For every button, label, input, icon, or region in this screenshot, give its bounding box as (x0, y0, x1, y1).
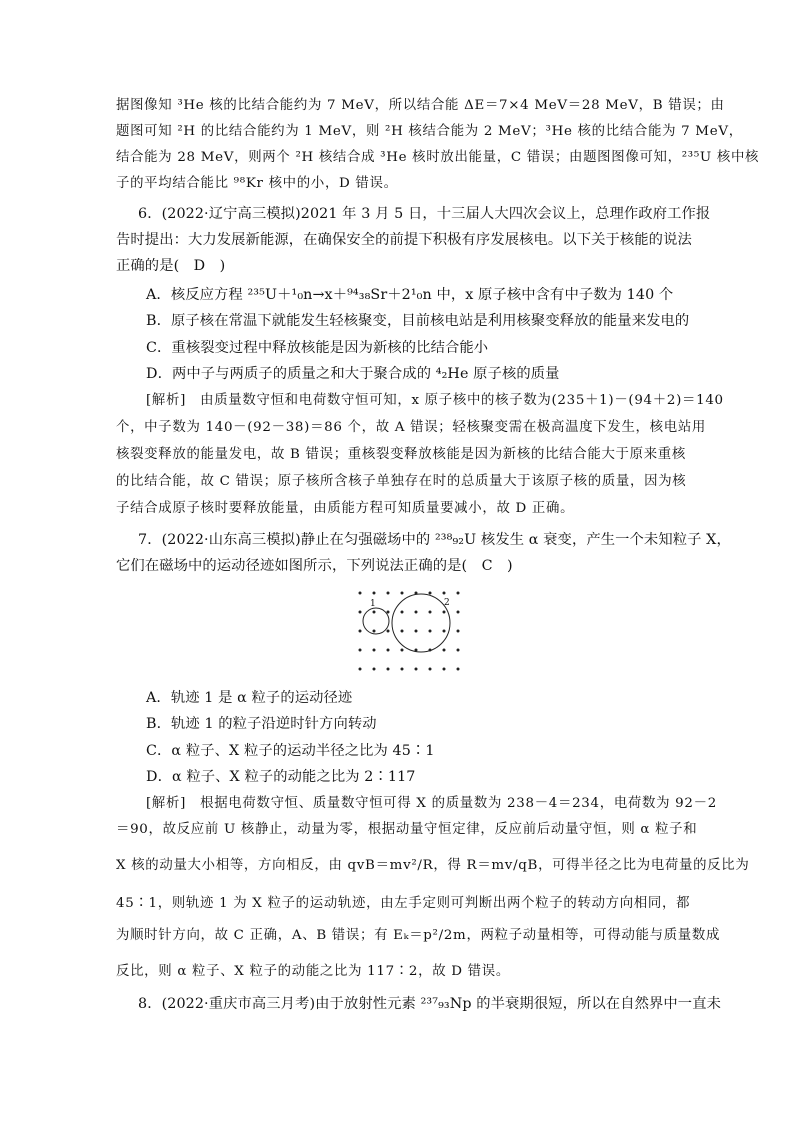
question-6-stem: 6．(2022·辽宁高三模拟)2021 年 3 月 5 日，十三届人大四次会议上，总理作政府工作报 (138, 206, 711, 222)
question-7-analysis: X 核的动量大小相等，方向相反，由 qvB＝mv²/R，得 R＝mv/qB，可得半径之比为电荷量的反比为 (116, 858, 750, 873)
field-dot (415, 668, 418, 671)
analysis-line: 子的平均结合能比 ⁹⁸Kr 核中的小，D 错误。 (116, 176, 398, 191)
analysis-line: 据图像知 ³He 核的比结合能约为 7 MeV，所以结合能 ΔE＝7×4 MeV＝28 MeV，B 错误；由 (116, 98, 725, 113)
question-7-option-b: B．轨迹 1 的粒子沿逆时针方向转动 (146, 716, 377, 732)
track-2-circle (392, 594, 450, 652)
question-7-analysis: 45∶1，则轨迹 1 为 X 粒子的运动轨迹，由左手定则可判断出两个粒子的转动方向相同，都 (116, 896, 691, 911)
field-dot (359, 611, 362, 614)
analysis-line: 题图可知 ²H 的比结合能约为 1 MeV，则 ²H 核结合能为 2 MeV；³He 核的比结合能为 7 MeV， (116, 124, 743, 139)
field-dot (387, 668, 390, 671)
question-6-option-d: D．两中子与两质子的质量之和大于聚合成的 ⁴₂He 原子核的质量 (146, 366, 560, 382)
field-dot (401, 611, 404, 614)
field-dot (457, 592, 460, 595)
analysis-line: 结合能为 28 MeV，则两个 ²H 核结合成 ³He 核时放出能量，C 错误；由题图图像可知，²³⁵U 核中核 (116, 150, 760, 165)
field-dot (387, 630, 390, 633)
question-7-stem: 7．(2022·山东高三模拟)静止在匀强磁场中的 ²³⁸₉₂U 核发生 α 衰变，产生一个未知粒子 X， (138, 532, 731, 548)
field-dot (429, 611, 432, 614)
field-dot (415, 611, 418, 614)
question-6-analysis: 个，中子数为 140－(92－38)＝86 个，故 A 错误；轻核聚变需在极高温度下发生，核电站用 (116, 420, 707, 435)
question-7-analysis: 反比，则 α 粒子、X 粒子的动能之比为 117∶2，故 D 错误。 (116, 964, 510, 979)
question-8-stem: 8．(2022·重庆市高三月考)由于放射性元素 ²³⁷₉₃Np 的半衰期很短，所以在自然界中一直未 (138, 996, 721, 1012)
field-dot (429, 668, 432, 671)
question-7-analysis: [解析] 根据电荷数守恒、质量数守恒可得 X 的质量数为 238－4＝234，电荷数为 92－2 (146, 796, 717, 811)
field-dot (429, 592, 432, 595)
magnetic-field-tracks-figure (355, 588, 465, 676)
field-dot (457, 649, 460, 652)
field-dot (373, 592, 376, 595)
question-7-stem: 它们在磁场中的运动径迹如图所示，下列说法正确的是( C ) (116, 558, 513, 574)
question-6-analysis: 子结合成原子核时要释放能量，由质能方程可知质量要减小，故 D 正确。 (116, 501, 575, 516)
question-6-analysis: 的比结合能，故 C 错误；原子核所含核子单独存在时的总质量大于该原子核的质量，因为核 (116, 474, 687, 489)
track-1-label: 1 (370, 599, 376, 609)
track-2-label: 2 (444, 598, 450, 608)
field-dot (401, 630, 404, 633)
field-dot (359, 668, 362, 671)
field-dot (373, 649, 376, 652)
field-dot (359, 630, 362, 633)
question-6-option-c: C．重核裂变过程中释放核能是因为新核的比结合能小 (146, 340, 489, 356)
field-dot (443, 630, 446, 633)
field-dot (429, 630, 432, 633)
field-dot (387, 649, 390, 652)
field-dot (443, 611, 446, 614)
field-dot (401, 668, 404, 671)
field-dot (415, 630, 418, 633)
question-6-analysis: 核裂变释放的能量发电，故 B 错误；重核裂变释放核能是因为新核的比结合能大于原来重核 (116, 447, 686, 462)
question-6-analysis: [解析] 由质量数守恒和电荷数守恒可知，x 原子核中的核子数为(235＋1)－(94＋2)＝140 (146, 393, 724, 408)
field-dot (373, 611, 376, 614)
field-dot (387, 592, 390, 595)
question-6-option-b: B．原子核在常温下就能发生轻核聚变，目前核电站是利用核聚变释放的能量来发电的 (146, 313, 690, 329)
field-dot (401, 649, 404, 652)
field-dot (373, 668, 376, 671)
field-dot (359, 649, 362, 652)
question-6-stem: 告时提出：大力发展新能源，在确保安全的前提下积极有序发展核电。以下关于核能的说法 (116, 232, 692, 248)
field-dot (401, 592, 404, 595)
question-7-option-d: D．α 粒子、X 粒子的动能之比为 2∶117 (146, 769, 416, 785)
question-7-analysis: 为顺时针方向，故 C 正确，A、B 错误；有 Eₖ＝p²/2m，两粒子动量相等，可得动能与质量数成 (116, 928, 721, 943)
field-dot (359, 592, 362, 595)
field-dot (457, 630, 460, 633)
track-1-circle (363, 608, 389, 634)
question-6-option-a: A．核反应方程 ²³⁵U＋¹₀n→x＋⁹⁴₃₈Sr＋2¹₀n 中，x 原子核中含有中子数为 140 个 (146, 287, 674, 303)
question-6-stem: 正确的是( D ) (116, 258, 226, 274)
field-dot (443, 649, 446, 652)
question-7-option-c: C．α 粒子、X 粒子的运动半径之比为 45∶1 (146, 743, 435, 759)
field-dot (443, 668, 446, 671)
question-7-option-a: A．轨迹 1 是 α 粒子的运动径迹 (146, 690, 353, 706)
field-dot (387, 611, 390, 614)
field-dot (373, 630, 376, 633)
question-7-analysis: ＝90，故反应前 U 核静止，动量为零，根据动量守恒定律，反应前后动量守恒，则 α 粒子和 (116, 822, 698, 837)
field-dot (443, 592, 446, 595)
field-dot (457, 611, 460, 614)
field-dot (457, 668, 460, 671)
